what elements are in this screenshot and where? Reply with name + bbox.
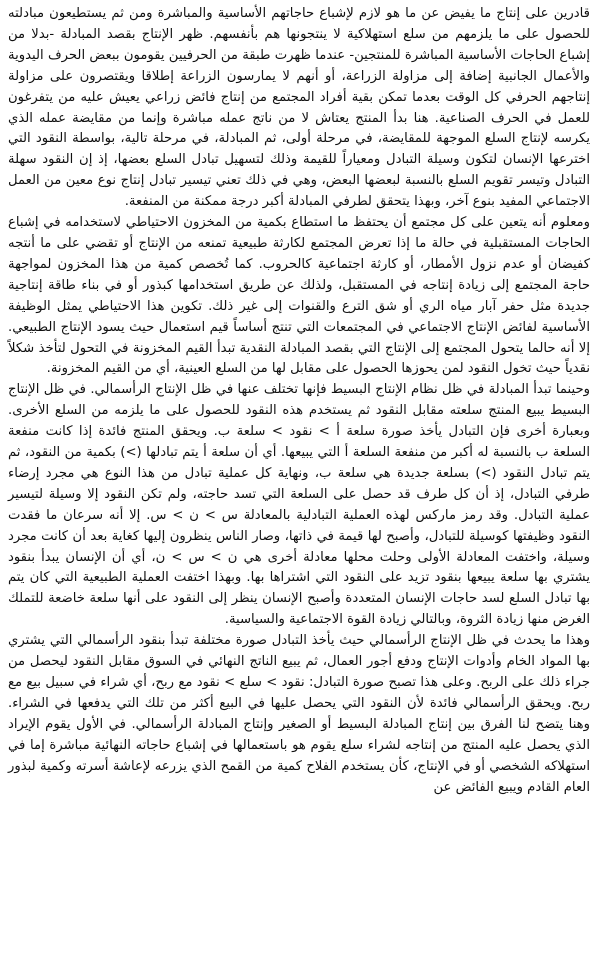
body-paragraph-3: وحينما تبدأ المبادلة في ظل نظام الإنتاج البسيط فإنها تختلف عنها في ظل الإنتاج الرأسمالي. في ظل الإنتاج البسيط يبيع المنتج سلعته مقابل النقود ثم يستخدم هذه النقود للحصول على ما يلزمه من السلع الأخرى. وبعبارة أخرى فإن التبادل يأخذ صورة سلعة أ > نقود > سلعة ب. ويحقق المنتج فائدة إذا كانت منفعة السلعة ب بالنسبة له أكبر من منفعة السلعة أ التي يبيعها. أي أن سلعة أ يتم تبادلها (>) بكمية من النقود، ثم يتم تبادل النقود (>) بسلعة جديدة هي سلعة ب، ونهاية كل عملية تبادل من هذا النوع هي مجرد إرضاء طرفي التبادل، إذ أن كل طرف قد حصل على السلعة التي تسد حاجته، ولم تكن النقود إلا وسيلة لتيسير عملية التبادل. وقد رمز ماركس لهذه العملية التبادلية بالمعادلة س > ن > س. إلا أنه سرعان ما فقدت النقود وظيفتها كوسيلة للتبادل، وأصبح لها قيمة في ذاتها، وصار الناس ينظرون إليها كغاية بعد أن كانت مجرد وسيلة، واختفت المعادلة الأولى وحلت محلها معادلة أخرى هي ن > س > ن، أي أن الإنسان يبدأ بنقود يشتري بها سلعة يبيعها بنقود تزيد على النقود التي اشتراها بها. وبهذا اختفت العملية الطبيعية التي كان يتم بها تبادل السلع لسد حاجات الإنسان المتعددة وأصبح الإنسان ينظر إلى النقود على أنها سلعة خاضعة للتملك الغرض منها زيادة الثروة، وبالتالي زيادة القوة الاجتماعية والسياسية. <box>8 382 590 628</box>
body-paragraph-2: ومعلوم أنه يتعين على كل مجتمع أن يحتفظ ما استطاع بكمية من المخزون الاحتياطي لاستخدامه في إشباع الحاجات المستقبلية في حالة ما إذا تعرض المجتمع لكارثة طبيعية تمنعه من الإنتاج أو تقضي على ما أنتجه كفيضان أو عدم نزول الأمطار، أو كارثة اجتماعية كالحروب. كما تُخصص كمية من هذا المخزون لمواجهة حاجة المجتمع إلى زيادة إنتاجه في المستقبل، ولذلك عن طريق استخدامها كبذور أو في بناء طاقة إنتاجية جديدة مثل حفر آبار مياه الري أو شق الترع والقنوات إلى غير ذلك. تكوين هذا الاحتياطي يمثل الوظيفة الأساسية لفائض الإنتاج الاجتماعي في المجتمعات التي تنتج أساساً قيم استعمال حيث يسود الإنتاج الطبيعي. إلا أنه حالما يتحول المجتمع إلى الإنتاج التي بقصد المبادلة النقدية تبدأ القيم المخزونة في التحول لتأخذ شكلاً نقدياً حيث تخول النقود لمن يحوزها الحصول على مقابل لها من السلع العينية، أي من القيم المخزونة. <box>8 215 590 377</box>
body-paragraph-4: وهذا ما يحدث في ظل الإنتاج الرأسمالي حيث يأخذ التبادل صورة مختلفة تبدأ بنقود الرأسمالي التي يشتري بها المواد الخام وأدوات الإنتاج ودفع أجور العمال، ثم يبيع الناتج النهائي في السوق مقابل النقود ليحصل من جراء ذلك على الربح. وعلى هذا تصبح صورة التبادل: نقود > سلع > نقود مع ربح، أي شراء في سبيل بيع مع ربح. ويحقق الرأسمالي فائدة لأن النقود التي يحصل عليها في البيع أكثر من تلك التي يدفعها في الشراء. وهنا يتضح لنا الفرق بين إنتاج المبادلة البسيط أو الصغير وإنتاج المبادلة الرأسمالي. في الأول يقوم الإيراد الذي يحصل عليه المنتج من إنتاجه لشراء سلع يقوم هو باستعمالها في إشباع حاجاته النهائية مباشرة إما في استهلاكه الشخصي أو في الإنتاج، كأن يستخدم الفلاح كمية من القمح الذي يزرعه لإعاشة أسرته وكمية لبذور العام القادم ويبيع الفائض عن <box>8 633 590 795</box>
body-paragraph-1: قادرين على إنتاج ما يفيض عن ما هو لازم لإشباع حاجاتهم الأساسية والمباشرة ومن ثم يستطيعون مبادلته للحصول على ما يلزمهم من سلع استهلاكية لا ينتجونها هم بأنفسهم. ظهر الإنتاج بقصد المبادلة -بدلا من إشباع الحاجات الأساسية المباشرة للمنتجين- عندما ظهرت طبقة من الحرفيين يقومون ببعض الحرف اليدوية والأعمال الجانبية إضافة إلى مزاولة الزراعة، أو أنهم لا يمارسون الزراعة إطلاقا ويقتصرون على مزاولة إنتاجهم الحرفي كل الوقت بعدما تمكن بقية أفراد المجتمع من إنتاج فائض زراعي يعيش عليه من يتفرغون للعمل في الحرف الصناعية. هنا بدأ المنتج يعتاش لا من ناتج عمله مباشرة وإنما من مقايضة عمله الذي يكرسه لإنتاج السلع الموجهة للمقايضة، في مرحلة أولى، ثم المبادلة، في مرحلة تالية، بواسطة النقود التي اخترعها الإنسان لتكون وسيلة التبادل ومعياراً للقيمة وذلك لتسهيل تبادل السلع بعضها، إذ إن النقود سهلة التبادل وتيسر تقويم السلع بالنسبة لبعضها البعض، وهي في ذلك تعني تيسير تبادل إنتاج نوع معين من العمل الاجتماعي المفيد بنوع آخر، وبهذا يتحقق لطرفي المبادلة أكبر درجة ممكنة من المنفعة. <box>8 6 590 210</box>
